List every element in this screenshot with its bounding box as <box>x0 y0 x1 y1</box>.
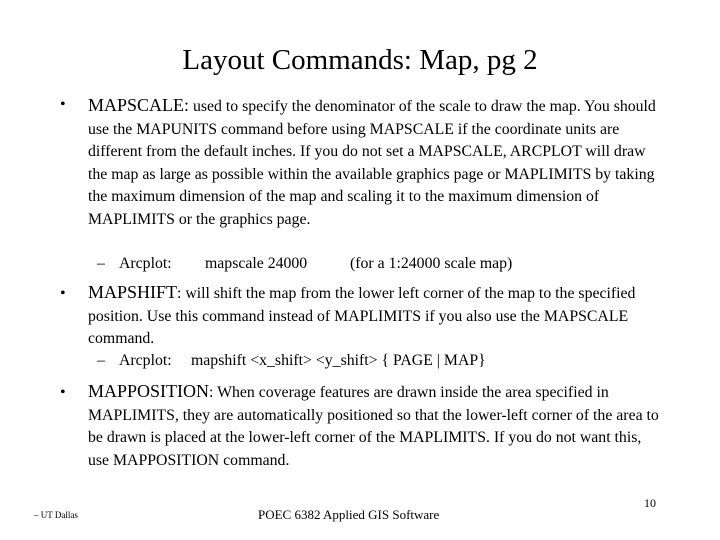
footer-institution: – UT Dallas <box>34 510 78 520</box>
example-note: (for a 1:24000 scale map) <box>350 255 513 272</box>
page-title: Layout Commands: Map, pg 2 <box>182 44 538 76</box>
bullet-paragraph-mapposition <box>88 380 663 472</box>
keyword-mapshift: MAPSHIFT <box>88 282 178 302</box>
bullet-text-mapscale: used to specify the denominator of the scale to draw the map. You should use the MAPUNITS command before using MAPSCALE if the coordinate units are different from the default inches. If you do not set a MAPSCALE, ARCPLOT will draw the map as large as possible within the available graphics page or MAPLIMITS by taking the maximum dimension of the map and scaling it to the maximum dimension of MAPLIMITS or the graphics page. <box>88 98 656 228</box>
example-label: Arcplot: <box>119 255 172 272</box>
example-command: mapshift <x_shift> <y_shift> { PAGE | MAP} <box>191 352 486 369</box>
bullet-text-mapshift: : will shift the map from the lower left corner of the map to the specified position. Use this command instead of MAPLIMITS if you also use the MAPSCALE command. <box>88 285 636 348</box>
bullet-paragraph-mapscale <box>88 94 663 232</box>
example-command: mapscale 24000 <box>205 255 308 272</box>
example-label: Arcplot: <box>119 352 172 369</box>
keyword-mapposition: MAPPOSITION <box>88 381 210 401</box>
bullet-text-mapposition: : When coverage features are drawn inside the area specified in MAPLIMITS, they are automatically positioned so that the lower-left corner of the area to be drawn is placed at the lower-left corner of the MAPLIMITS. If you do not want this, use MAPPOSITION command. <box>88 384 659 469</box>
example-dash: – <box>97 352 105 369</box>
page-number: 10 <box>644 496 656 510</box>
footer-course: POEC 6382 Applied GIS Software <box>258 507 440 522</box>
example-mapshift <box>97 350 486 372</box>
keyword-mapscale: MAPSCALE: <box>88 95 190 115</box>
bullet-paragraph-mapshift <box>88 281 663 351</box>
example-mapscale <box>97 253 512 275</box>
example-dash: – <box>97 255 105 272</box>
